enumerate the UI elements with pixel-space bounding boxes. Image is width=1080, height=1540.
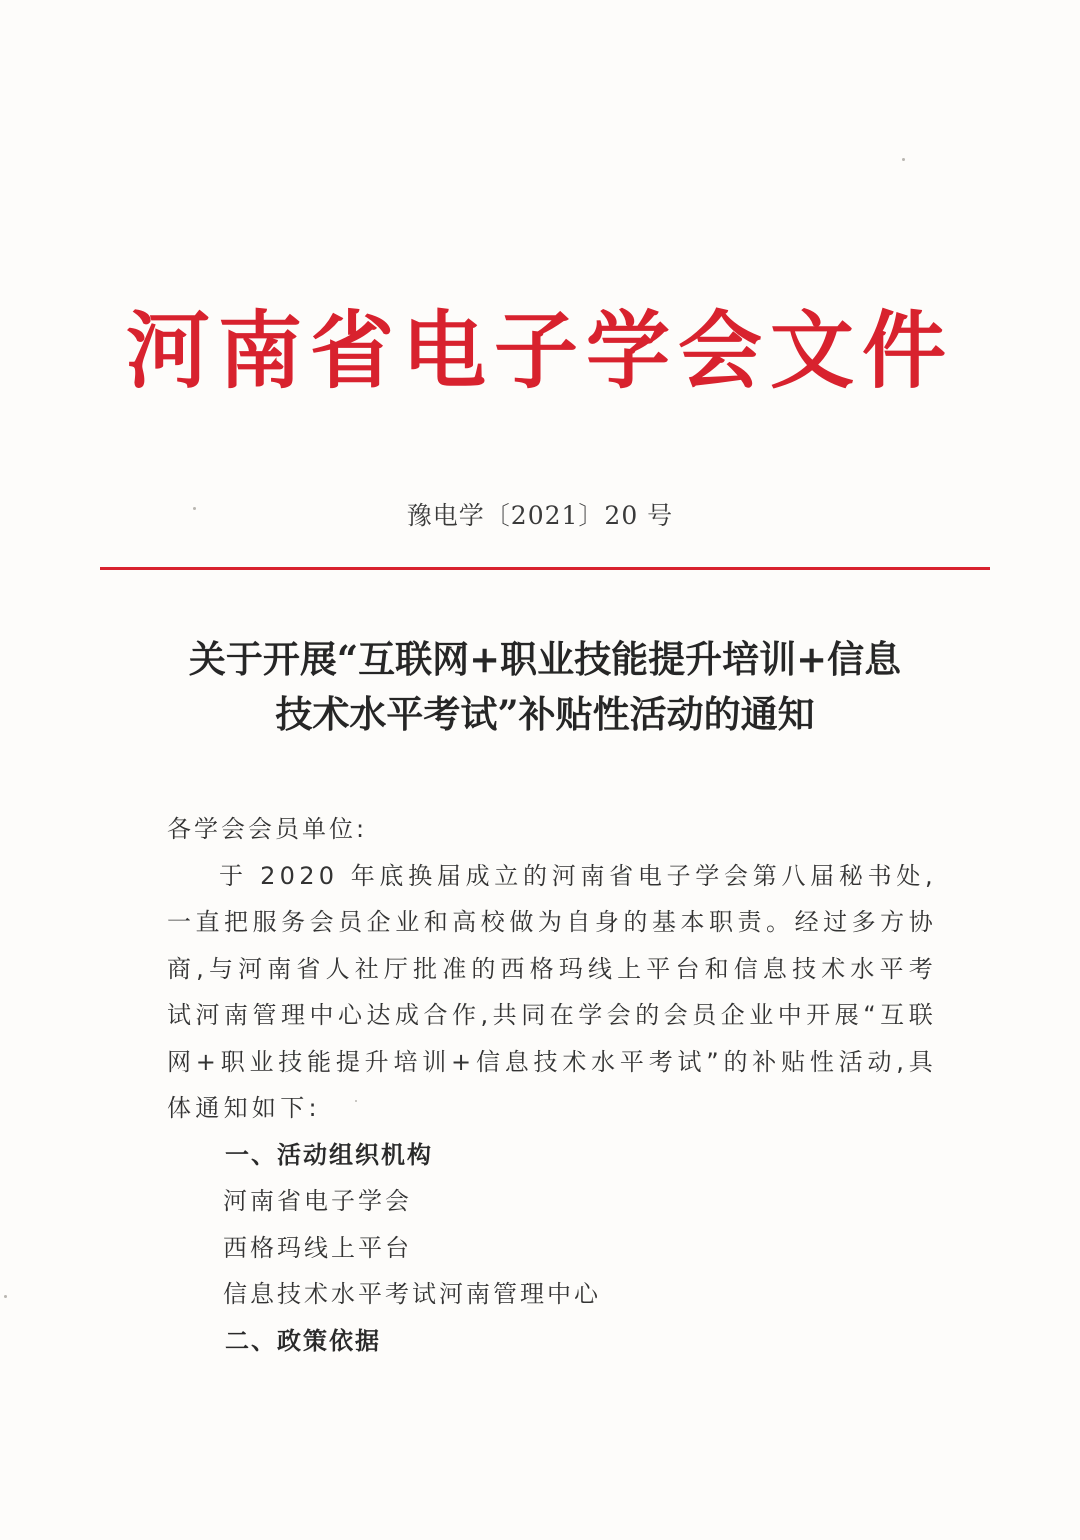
notice-body bbox=[167, 806, 937, 1364]
intro-paragraph: 于 2020 年底换届成立的河南省电子学会第八届秘书处,一直把服务会员企业和高校做为自身的基本职责。经过多方协商,与河南省人社厅批准的西格玛线上平台和信息技术水平考试河南管理中心达成合作,共同在学会的会员企业中开展“互联网+职业技能提升培训+信息技术水平考试”的补贴性活动,具体通知如下: bbox=[167, 861, 937, 1122]
organizer-item: 信息技术水平考试河南管理中心 bbox=[223, 1280, 601, 1308]
scan-speck bbox=[4, 1295, 7, 1298]
header-divider bbox=[100, 567, 990, 570]
section-heading-organizers: 一、活动组织机构 bbox=[225, 1140, 433, 1169]
section-heading-policy: 二、政策依据 bbox=[225, 1326, 381, 1355]
masthead-title: 河南省电子学会文件 bbox=[125, 301, 954, 400]
scan-speck bbox=[902, 158, 905, 161]
salutation: 各学会会员单位: bbox=[167, 815, 368, 843]
scan-speck bbox=[193, 507, 196, 510]
organizer-item: 河南省电子学会 bbox=[223, 1187, 412, 1215]
document-number: 豫电学〔2021〕20 号 bbox=[406, 501, 674, 530]
notice-title bbox=[100, 632, 990, 742]
organizer-item: 西格玛线上平台 bbox=[223, 1233, 412, 1262]
notice-title-line-1: 关于开展“互联网+职业技能提升培训+信息 bbox=[188, 637, 902, 681]
scan-speck bbox=[355, 1100, 357, 1102]
notice-title-line-2: 技术水平考试”补贴性活动的通知 bbox=[275, 692, 815, 736]
